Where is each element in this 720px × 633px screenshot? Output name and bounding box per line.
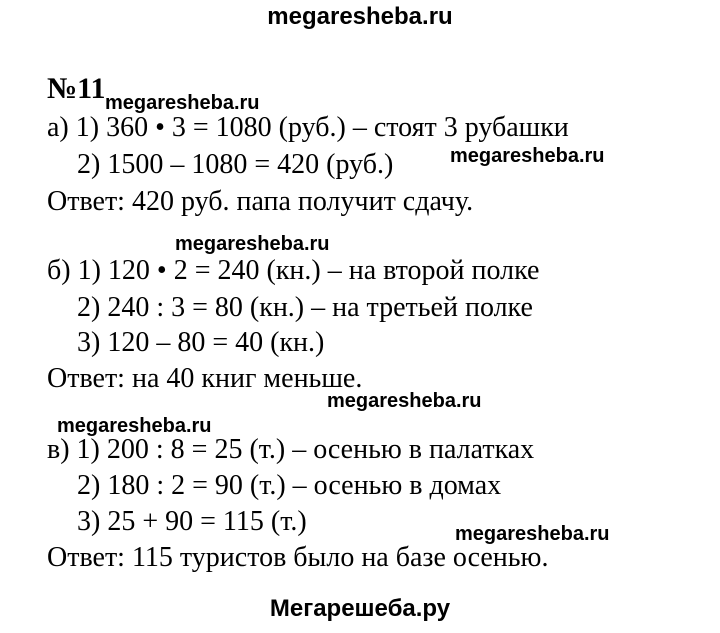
inline-watermark-5: megaresheba.ru (57, 415, 212, 437)
header-watermark: megaresheba.ru (267, 3, 453, 30)
inline-watermark-1: megaresheba.ru (105, 92, 260, 114)
inline-watermark-4: megaresheba.ru (327, 390, 482, 412)
part-c-answer: Ответ: 115 туристов было на базе осенью. (47, 542, 549, 573)
part-c-line-3: 3) 25 + 90 = 115 (т.) (77, 506, 307, 537)
part-a-answer: Ответ: 420 руб. папа получит сдачу. (47, 186, 474, 217)
part-a-line-1: а) 1) 360 • 3 = 1080 (руб.) – стоят 3 рубашки (47, 112, 569, 143)
inline-watermark-2: megaresheba.ru (450, 145, 605, 167)
part-c-line-2: 2) 180 : 2 = 90 (т.) – осенью в домах (77, 470, 502, 501)
part-b-line-1: б) 1) 120 • 2 = 240 (кн.) – на второй полке (47, 255, 540, 286)
part-b-answer: Ответ: на 40 книг меньше. (47, 363, 363, 394)
part-a-line-2: 2) 1500 – 1080 = 420 (руб.) (77, 149, 394, 180)
part-c-line-1: в) 1) 200 : 8 = 25 (т.) – осенью в палатках (47, 434, 535, 465)
footer-watermark: Мегарешеба.ру (269, 595, 451, 622)
inline-watermark-6: megaresheba.ru (455, 523, 610, 545)
problem-number: №11 (47, 72, 106, 105)
part-b-line-2: 2) 240 : 3 = 80 (кн.) – на третьей полке (77, 292, 533, 323)
part-b-line-3: 3) 120 – 80 = 40 (кн.) (77, 327, 325, 358)
inline-watermark-3: megaresheba.ru (175, 233, 330, 255)
